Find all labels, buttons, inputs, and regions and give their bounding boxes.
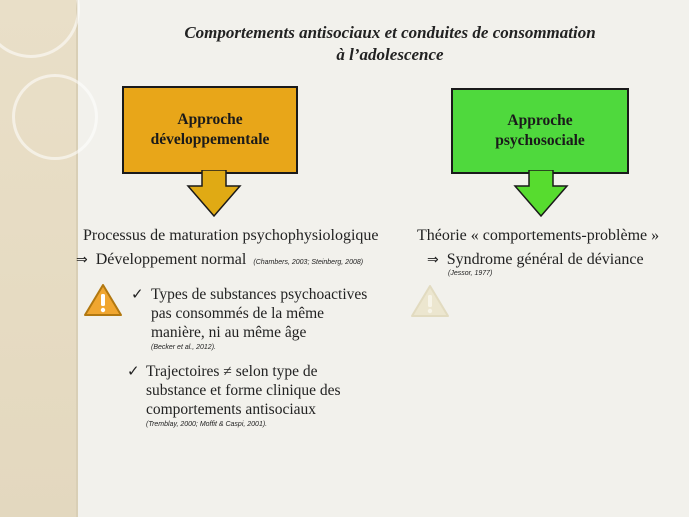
check-icon: ✓ (131, 285, 144, 303)
right-result: Syndrome général de déviance (446, 251, 644, 268)
approach-developmental-box (122, 86, 298, 174)
implies-arrow-icon: ⇒ (427, 252, 439, 268)
right-result-row (427, 251, 644, 269)
right-result-citation: (Jessor, 1977) (448, 270, 493, 277)
approach-psychosocial-box (451, 88, 629, 174)
decorative-ring (12, 74, 98, 160)
bullet-line: manière, ni au même âge (151, 324, 307, 341)
bullet-line: pas consommés de la même (151, 305, 325, 322)
left-result-citation: (Chambers, 2003; Steinberg, 2008) (253, 259, 364, 266)
bullet-line: comportements antisociaux (146, 401, 317, 418)
bullet-line: Types de substances psychoactives (151, 286, 368, 303)
left-heading: Processus de maturation psychophysiologique (83, 227, 379, 244)
right-heading: Théorie « comportements-problème » (417, 227, 660, 244)
box-label-line-1: Approche (507, 112, 573, 129)
down-arrow-right (513, 170, 569, 218)
box-label-line-2: développementale (150, 131, 270, 148)
bullet-2-citation: (Tremblay, 2000; Moffit & Caspi, 2001). (146, 421, 268, 428)
bullet-2-text (146, 362, 341, 431)
bullet-1-citation: (Becker et al., 2012). (151, 344, 216, 351)
check-icon: ✓ (127, 362, 140, 380)
bullet-1-text (151, 285, 367, 354)
bullet-line: Trajectoires ≠ selon type de (146, 363, 318, 380)
down-arrow-left (186, 170, 242, 218)
warning-icon-faded (410, 284, 450, 318)
warning-icon (83, 283, 123, 317)
box-label-line-2: psychosociale (495, 132, 585, 149)
implies-arrow-icon: ⇒ (76, 252, 88, 268)
slide-title (110, 22, 670, 66)
left-result-row (76, 251, 363, 269)
title-line-2: à l’adolescence (336, 45, 444, 64)
title-line-1: Comportements antisociaux et conduites de consommation (184, 23, 596, 42)
box-label-line-1: Approche (177, 111, 243, 128)
bullet-line: substance et forme clinique des (146, 382, 341, 399)
left-result: Développement normal (95, 251, 247, 268)
